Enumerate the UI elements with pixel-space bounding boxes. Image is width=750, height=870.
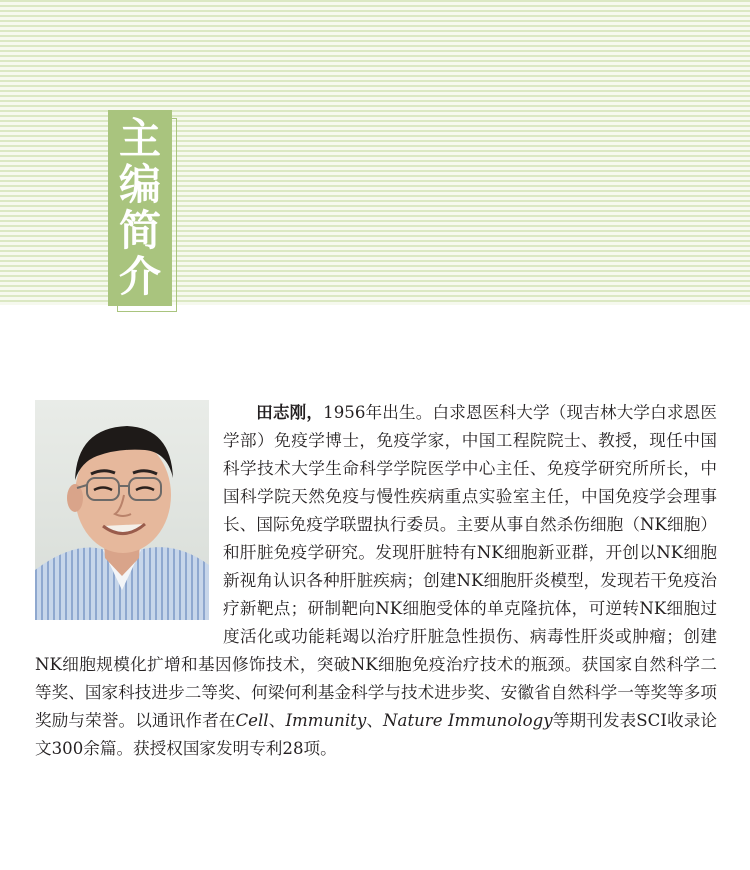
section-title	[108, 110, 172, 306]
bio-text-end: 等期刊发表SCI收录论文300余篇。获授权国家发明专利28项。	[35, 711, 718, 758]
title-char: 介	[118, 252, 161, 301]
journal-nature-immunology: Nature Immunology	[383, 711, 553, 730]
title-char: 编	[118, 160, 161, 209]
journal-immunity: Immunity	[285, 711, 367, 730]
journal-cell: Cell	[235, 711, 269, 730]
title-char: 简	[118, 206, 161, 255]
bio-text: 1956年出生。白求恩医科大学（现吉林大学白求恩医学部）免疫学博士，免疫学家，中国工程院院士、教授，现任中国科学技术大学生命科学学院医学中心主任、免疫学研究所所长，中国科学院天然免疫与慢性疾病重点实验室主任，中国免疫学会理事长、国际免疫学联盟执行委员。主要从事自然杀伤细胞（NK细胞）和肝脏免疫学研究。发现肝脏特有NK细胞新亚群，开创以NK细胞新视角认识各种肝脏疾病；创建NK细胞肝炎模型，发现若干免疫治疗新靶点；研制靶向NK细胞受体的单克隆抗体，可逆转NK细胞过度活化或功能耗竭以治疗肝脏急性损伤、病毒性肝炎或肿瘤；创建NK细胞规模化扩增和基因修饰技术，突破NK细胞免疫治疗技术的瓶颈。获国家自然科学二等奖、国家科技进步二等奖、何梁何利基金科学与技术进步奖、安徽省自然科学一等奖等多项奖励与荣誉。以通讯作者在	[35, 403, 718, 730]
author-name: 田志刚，	[256, 403, 324, 422]
separator: 、	[268, 711, 286, 730]
separator: 、	[366, 711, 384, 730]
bio-paragraph	[35, 399, 717, 763]
title-char: 主	[118, 114, 161, 163]
photo-spacer	[35, 399, 223, 637]
